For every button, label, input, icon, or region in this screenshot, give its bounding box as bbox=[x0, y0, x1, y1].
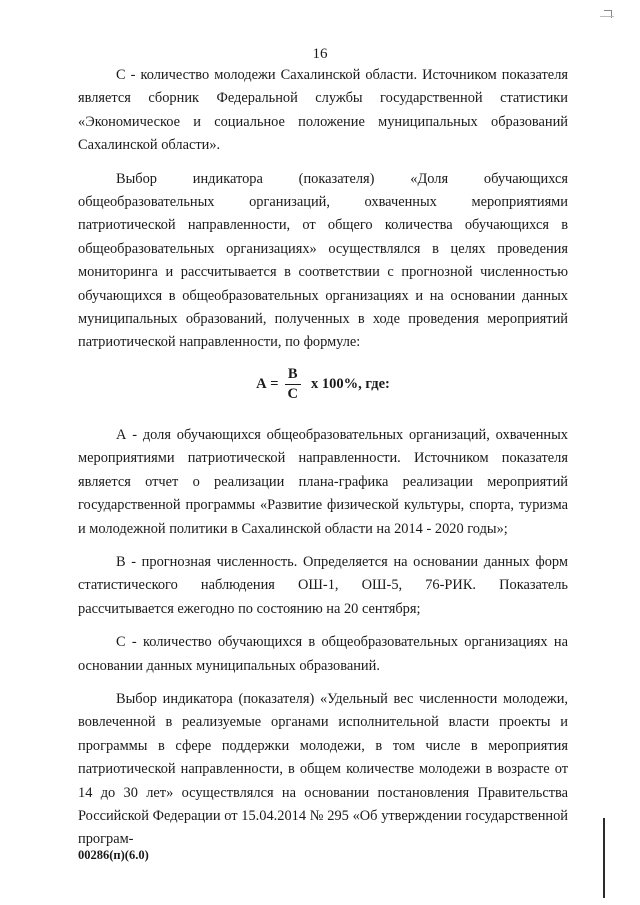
paragraph-youth-share-indicator: Выбор индикатора (показателя) «Удельный вес численности молодежи, вовлеченной в реализуемые органами исполнительной власти проекты и программы в сфере поддержки молодежи, в том числе в мероприятия патриотической направленности, в общем количестве молодежи в возрасте от 14 до 30 лет» осуществлялся на основании постановления Правительства Российской Федерации от 15.04.2014 № 295 «Об утверждении государственной програм- bbox=[78, 690, 568, 848]
scan-edge-line bbox=[600, 16, 614, 17]
definition-c: С - количество обучающихся в общеобразовательных организациях на основании данных муниципальных образований. bbox=[78, 634, 568, 674]
document-code: 00286(п)(6.0) bbox=[78, 848, 149, 862]
formula-numerator: В bbox=[285, 365, 301, 385]
paragraph-indicator-choice: Выбор индикатора (показателя) «Доля обучающихся общеобразовательных организаций, охваченных мероприятиями патриотической направленности, от общего количества обучающихся в общеобразовательных организациях» осуществлялся в целях проведения мониторинга и рассчитывается в соответствии с прогнозной численностью обучающихся в общеобразовательных организациях и на основании данных муниципальных образований, полученных в ходе проведения мероприятий патриотической направленности, по формуле: bbox=[78, 170, 568, 351]
scan-margin-line bbox=[603, 818, 605, 898]
paragraph-c-youth-count: С - количество молодежи Сахалинской области. Источником показателя является сборник Федеральной службы государственной статистики «Экономическое и социальное положение муниципальных образований Сахалинской области». bbox=[78, 67, 568, 154]
definition-a: А - доля обучающихся общеобразовательных организаций, охваченных мероприятиями патриотической направленности. Источником показателя является отчет о реализации плана-графика реализации мероприятий государственной программы «Развитие физической культуры, спорта, туризма и молодежной политики в Сахалинской области на 2014 - 2020 годы»; bbox=[78, 426, 568, 537]
formula-denominator: С bbox=[287, 385, 298, 402]
page-number: 16 bbox=[312, 46, 328, 62]
formula-tail: х 100%, где: bbox=[311, 375, 390, 392]
formula-fraction bbox=[285, 365, 301, 404]
formula bbox=[78, 365, 568, 404]
formula-lhs: А = bbox=[256, 375, 279, 392]
definition-b: В - прогнозная численность. Определяется на основании данных форм статистического наблюдения ОШ-1, ОШ-5, 76-РИК. Показатель рассчитывается ежегодно по состоянию на 20 сентября; bbox=[78, 553, 568, 617]
document-body bbox=[78, 64, 568, 862]
